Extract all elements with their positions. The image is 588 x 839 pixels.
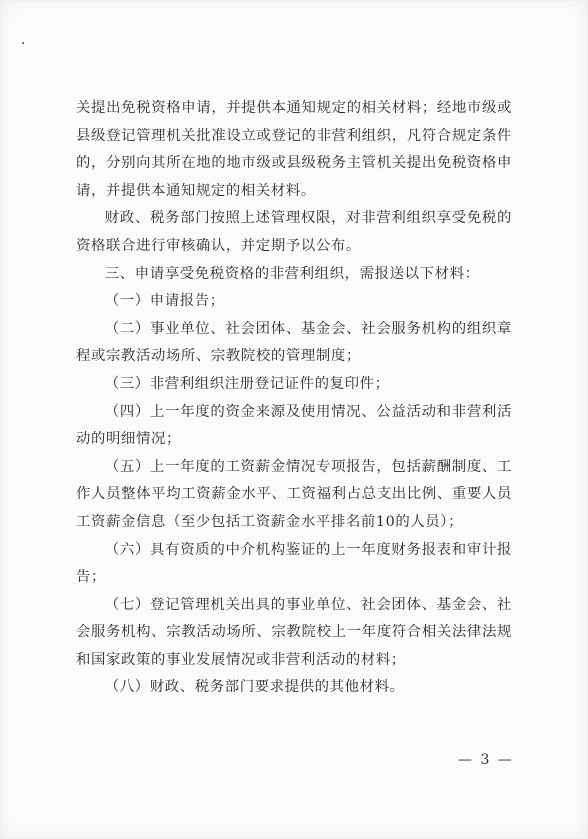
document-body — [76, 95, 512, 702]
page-number: — 3 — — [458, 752, 514, 768]
list-item-5: （五）上一年度的工资薪金情况专项报告，包括薪酬制度、工作人员整体平均工资薪金水平、工资福利占总支出比例、重要人员工资薪金信息（至少包括工资薪金水平排名前10的人员）； — [76, 458, 512, 530]
list-item-6: （六）具有资质的中介机构鉴证的上一年度财务报表和审计报告； — [76, 541, 512, 586]
list-item-3: （三）非营利组织注册登记证件的复印件； — [104, 375, 390, 392]
list-item-4: （四）上一年度的资金来源及使用情况、公益活动和非营利活动的明细情况； — [76, 403, 512, 448]
paragraph-section-heading: 三、申请享受免税资格的非营利组织，需报送以下材料： — [104, 265, 480, 282]
scan-mark — [22, 42, 24, 44]
list-item-2: （二）事业单位、社会团体、基金会、社会服务机构的组织章程或宗教活动场所、宗教院校的管理制度； — [76, 320, 512, 365]
paragraph-review: 财政、税务部门按照上述管理权限，对非营利组织享受免税的资格联合进行审核确认，并定期予以公布。 — [76, 210, 512, 254]
paragraph-continuation: 关提出免税资格申请，并提供本通知规定的相关材料；经地市级或县级登记管理机关批准设立或登记的非营利组织，凡符合规定条件的，分别向其所在地的地市级或县级税务主管机关提出免税资格申请，并提供本通知规定的相关材料。 — [76, 100, 512, 199]
list-item-7: （七）登记管理机关出具的事业单位、社会团体、基金会、社会服务机构、宗教活动场所、宗教院校上一年度符合相关法律法规和国家政策的事业发展情况或非营利活动的材料； — [76, 596, 512, 668]
list-item-8: （八）财政、税务部门要求提供的其他材料。 — [104, 679, 405, 696]
list-item-1: （一）申请报告； — [104, 293, 225, 310]
